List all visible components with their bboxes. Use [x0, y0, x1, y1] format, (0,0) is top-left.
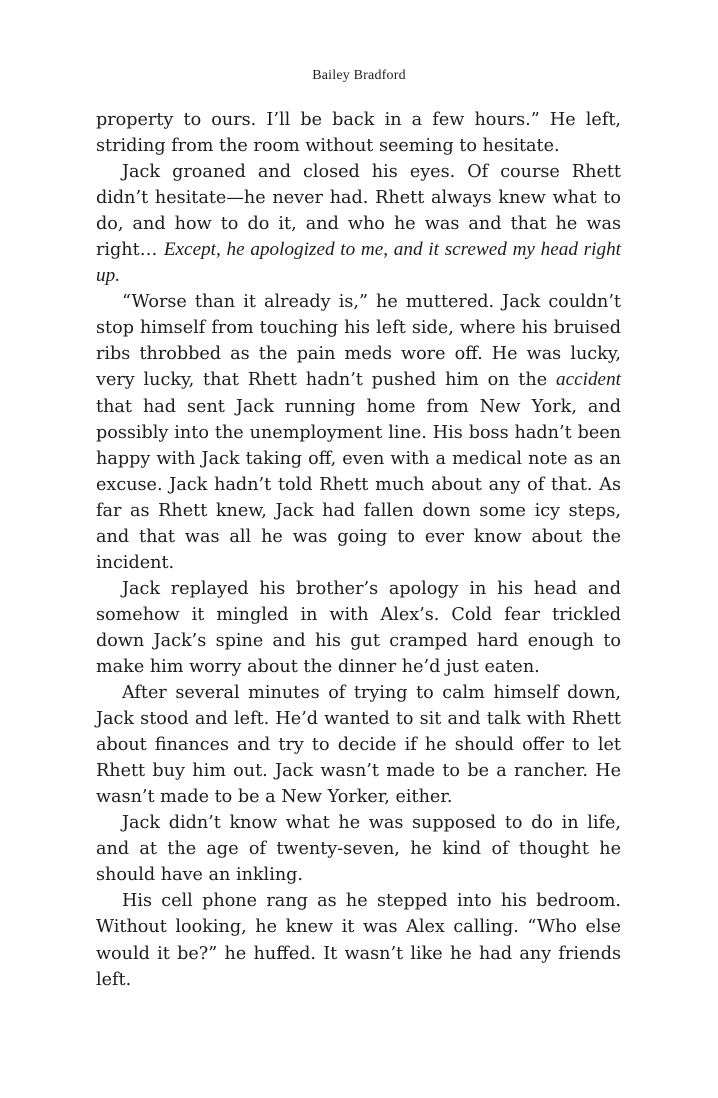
paragraph-4 — [96, 576, 621, 680]
paragraph-2-text: Jack groaned and closed his eyes. Of course Rhett didn’t hesitate—he never had. Rhett always knew what to do, and how to do it, and who he was and that he was right… — [96, 162, 621, 261]
paragraph-3-text-a: “Worse than it already is,” he muttered. Jack couldn’t stop himself from touching his left side, where his bruised ribs throbbed as the pain meds wore off. He was lucky, very lucky, that Rhett hadn’t pushed him on the — [96, 292, 621, 391]
paragraph-3-text-b: that had sent Jack running home from New York, and possibly into the unemployment line. His boss hadn’t been happy with Jack taking off, even with a medical note as an excuse. Jack hadn’t told Rhett much about any of that. As far as Rhett knew, Jack had fallen down some icy steps, and that was all he was going to ever know about the incident. — [96, 396, 621, 573]
paragraph-1 — [96, 107, 621, 159]
paragraph-5 — [96, 680, 621, 810]
paragraph-5-text: After several minutes of trying to calm himself down, Jack stood and left. He’d wanted to sit and talk with Rhett about finances and try to decide if he should offer to let Rhett buy him out. Jack wasn’t made to be a rancher. He wasn’t made to be a New Yorker, either. — [96, 683, 621, 808]
paragraph-3 — [96, 289, 621, 576]
paragraph-3-italic-accident: accident — [556, 369, 621, 391]
paragraph-7-text: His cell phone rang as he stepped into his bedroom. Without looking, he knew it was Alex calling. “Who else would it be?” he huffed. It wasn’t like he had any friends left. — [96, 891, 621, 990]
paragraph-2 — [96, 159, 621, 289]
paragraph-1-text: property to ours. I’ll be back in a few hours.” He left, striding from the room without seeming to hesitate. — [96, 110, 621, 157]
running-header-author: Bailey Bradford — [312, 68, 406, 83]
paragraph-4-text: Jack replayed his brother’s apology in his head and somehow it mingled in with Alex’s. Cold fear trickled down Jack’s spine and his gut cramped hard enough to make him worry about the dinner he’d just eaten. — [96, 578, 621, 677]
body-text — [96, 107, 621, 993]
paragraph-2-italic-thought: Except, he apologized to me, and it screwed my head right up. — [96, 239, 621, 287]
paragraph-7 — [96, 888, 621, 992]
paragraph-6-text: Jack didn’t know what he was supposed to do in life, and at the age of twenty-seven, he kind of thought he should have an inkling. — [96, 813, 621, 886]
paragraph-6 — [96, 810, 621, 888]
